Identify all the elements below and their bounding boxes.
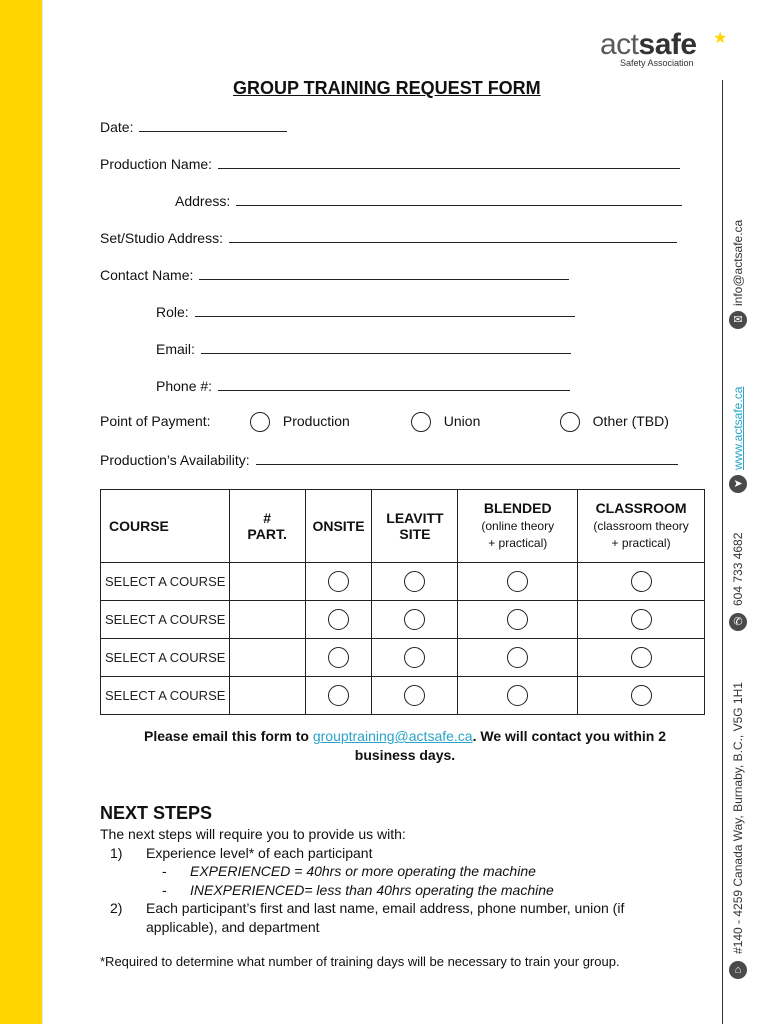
table-header-row	[101, 490, 705, 563]
participants-input[interactable]	[229, 677, 305, 715]
payment-other-label: Other (TBD)	[592, 412, 669, 429]
phone-field[interactable]	[156, 378, 570, 394]
sidebar-website[interactable]: www.actsafe.ca	[731, 386, 745, 470]
payment-union-radio[interactable]	[411, 412, 431, 432]
leavitt-radio[interactable]	[404, 609, 425, 630]
blended-radio[interactable]	[507, 685, 528, 706]
next-steps-heading: NEXT STEPS	[100, 803, 213, 823]
next-steps-intro: The next steps will require you to provide us with:	[100, 826, 406, 842]
onsite-radio[interactable]	[328, 647, 349, 668]
availability-line[interactable]	[256, 452, 678, 465]
availability-label: Production’s Availability:	[100, 452, 250, 468]
header-leavitt-site: LEAVITT SITE	[372, 490, 458, 563]
participants-input[interactable]	[229, 639, 305, 677]
sidebar-divider	[722, 80, 723, 1024]
list-subitem: - EXPERIENCED = 40hrs or more operating the machine	[162, 863, 536, 879]
leavitt-radio[interactable]	[404, 571, 425, 592]
email-line[interactable]	[201, 341, 571, 354]
onsite-radio[interactable]	[328, 571, 349, 592]
date-line[interactable]	[139, 119, 287, 132]
onsite-radio[interactable]	[328, 609, 349, 630]
course-select[interactable]: SELECT A COURSE	[101, 601, 230, 639]
location-icon: ⌂	[729, 961, 747, 979]
list-subitem: - INEXPERIENCED= less than 40hrs operating the machine	[162, 881, 554, 898]
blended-radio[interactable]	[507, 647, 528, 668]
production-name-label: Production Name:	[100, 156, 213, 172]
list-item: 1) Experience level* of each participant	[110, 844, 373, 861]
role-field[interactable]	[156, 304, 575, 320]
classroom-radio[interactable]	[631, 571, 652, 592]
header-classroom: CLASSROOM (classroom theory + practical)	[578, 490, 705, 563]
availability-field[interactable]	[100, 452, 678, 468]
contact-name-line[interactable]	[199, 267, 569, 280]
course-select[interactable]: SELECT A COURSE	[101, 639, 230, 677]
address-field[interactable]	[175, 193, 682, 209]
participants-input[interactable]	[229, 563, 305, 601]
actsafe-logo: actsafe ★ Safety Association	[600, 28, 728, 68]
course-table	[100, 489, 705, 715]
email-field[interactable]	[156, 341, 571, 357]
phone-line[interactable]	[218, 378, 570, 391]
header-blended: BLENDED (online theory + practical)	[458, 490, 578, 563]
header-participants: # PART.	[229, 490, 305, 563]
page-edge	[42, 0, 55, 1024]
footnote: *Required to determine what number of training days will be necessary to train your group.	[100, 954, 620, 969]
address-line[interactable]	[236, 193, 682, 206]
header-course: COURSE	[101, 490, 230, 563]
payment-other-radio[interactable]	[560, 412, 580, 432]
course-select[interactable]: SELECT A COURSE	[101, 563, 230, 601]
address-label: Address:	[175, 193, 231, 209]
production-name-line[interactable]	[218, 156, 680, 169]
leavitt-radio[interactable]	[404, 647, 425, 668]
payment-production-radio[interactable]	[250, 412, 270, 432]
email-label: Email:	[156, 341, 195, 357]
set-studio-address-label: Set/Studio Address:	[100, 230, 223, 246]
yellow-side-bar	[0, 0, 42, 1024]
list-item: 2) Each participant’s first and last name, email address, phone number, union (if applicable), and department	[110, 900, 625, 935]
sidebar-phone: 604 733 4682	[731, 532, 745, 606]
role-line[interactable]	[195, 304, 575, 317]
participants-input[interactable]	[229, 601, 305, 639]
form-title: GROUP TRAINING REQUEST FORM	[233, 78, 541, 98]
payment-union-label: Union	[443, 412, 481, 429]
table-row	[101, 601, 705, 639]
contact-name-field[interactable]	[100, 267, 569, 283]
production-name-field[interactable]	[100, 156, 680, 172]
classroom-radio[interactable]	[631, 647, 652, 668]
course-select[interactable]: SELECT A COURSE	[101, 677, 230, 715]
role-label: Role:	[156, 304, 189, 320]
table-row	[101, 677, 705, 715]
email-icon: ✉	[729, 311, 747, 329]
blended-radio[interactable]	[507, 571, 528, 592]
web-icon: ➤	[729, 475, 747, 493]
set-studio-address-field[interactable]	[100, 230, 677, 246]
leavitt-radio[interactable]	[404, 685, 425, 706]
next-steps-list	[100, 825, 690, 936]
phone-label: Phone #:	[156, 378, 213, 394]
email-instructions: Please email this form to grouptraining@actsafe.ca. We will contact you within 2 business days.	[143, 728, 667, 763]
classroom-radio[interactable]	[631, 609, 652, 630]
table-row	[101, 563, 705, 601]
date-field[interactable]	[100, 119, 287, 135]
point-of-payment	[100, 412, 669, 432]
payment-label: Point of Payment:	[100, 412, 211, 429]
date-label: Date:	[100, 119, 134, 135]
onsite-radio[interactable]	[328, 685, 349, 706]
set-studio-address-line[interactable]	[229, 230, 677, 243]
sidebar-address: #140 - 4259 Canada Way, Burnaby, B.C., V5G 1H1	[731, 682, 745, 954]
classroom-radio[interactable]	[631, 685, 652, 706]
phone-icon: ✆	[729, 613, 747, 631]
logo-tagline: Safety Association	[620, 58, 694, 68]
contact-name-label: Contact Name:	[100, 267, 194, 283]
header-onsite: ONSITE	[305, 490, 372, 563]
sidebar-email[interactable]: info@actsafe.ca	[731, 219, 745, 306]
star-icon: ★	[713, 30, 728, 47]
group-training-email-link[interactable]: grouptraining@actsafe.ca	[312, 728, 473, 744]
payment-production-label: Production	[282, 412, 350, 429]
blended-radio[interactable]	[507, 609, 528, 630]
table-row	[101, 639, 705, 677]
